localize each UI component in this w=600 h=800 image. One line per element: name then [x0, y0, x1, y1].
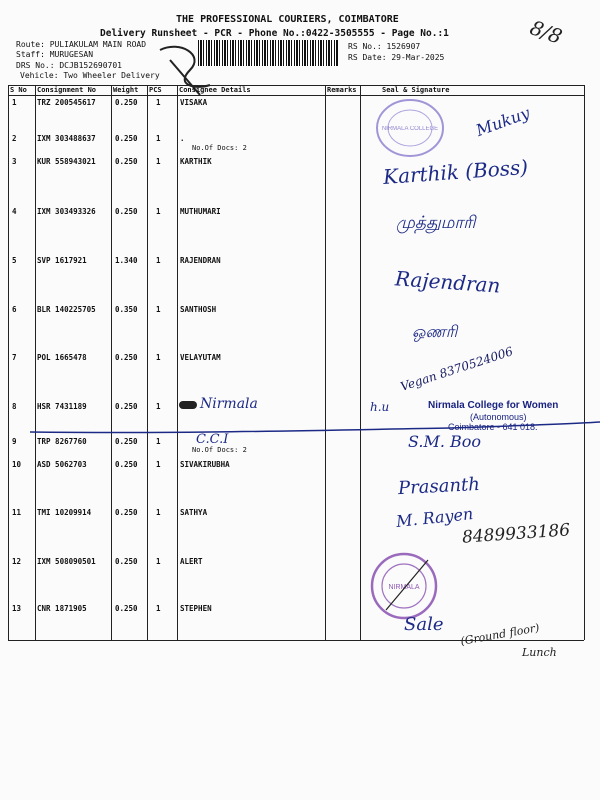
- row-7-cons: POL 1665478: [37, 353, 87, 362]
- row-12-weight: 0.250: [115, 557, 138, 566]
- row-2-cons: IXM 303488637: [37, 134, 96, 143]
- row-2-pcs: 1: [156, 134, 161, 143]
- nirmala-stamp-line1: Nirmala College for Women: [428, 400, 559, 411]
- corner-mark: 8/8: [526, 15, 566, 49]
- row-13-weight: 0.250: [115, 604, 138, 613]
- row-11-weight: 0.250: [115, 508, 138, 517]
- row-10-weight: 0.250: [115, 460, 138, 469]
- row-5-cons: SVP 1617921: [37, 256, 87, 265]
- vehicle: Vehicle: Two Wheeler Delivery: [20, 71, 160, 80]
- sig-row-13: Sale: [404, 614, 444, 635]
- seal-2-text: NIRMALA: [388, 584, 420, 591]
- row-1-cons: TRZ 200545617: [37, 98, 96, 107]
- col-consignee: Consignee Details: [179, 86, 251, 94]
- row-9-weight: 0.250: [115, 437, 138, 446]
- sig-row-1: Mukuy: [473, 103, 533, 140]
- row-3-pcs: 1: [156, 157, 161, 166]
- row-12-sno: 12: [12, 557, 22, 566]
- row-3-sno: 3: [12, 157, 17, 166]
- row-6-weight: 0.350: [115, 305, 138, 314]
- nirmala-stamp-line2: (Autonomous): [470, 412, 527, 422]
- row-1-consignee: VISAKA: [180, 98, 208, 107]
- row-6-consignee: SANTHOSH: [180, 305, 217, 314]
- sig-row-5: Rajendran: [394, 266, 502, 298]
- row-12-cons: IXM 508090501: [37, 557, 96, 566]
- sig-row-10: Prasanth: [397, 473, 481, 500]
- row-3-weight: 0.250: [115, 157, 138, 166]
- row-2-docs: No.Of Docs: 2: [192, 144, 247, 152]
- row-7-sno: 7: [12, 353, 17, 362]
- seal-1-text: NIRMALA COLLEGE: [381, 126, 439, 132]
- company-title: THE PROFESSIONAL COURIERS, COIMBATORE: [176, 14, 399, 25]
- runsheet-subtitle: Delivery Runsheet - PCR - Phone No.:0422-3505555 - Page No.:1: [100, 28, 449, 39]
- row-2-consignee: .: [180, 134, 185, 143]
- row-11-consignee: SATHYA: [180, 508, 208, 517]
- row-6-sno: 6: [12, 305, 17, 314]
- nirmala-stamp-line3: Coimbatore - 641 018.: [448, 422, 538, 432]
- sig-row-3: Karthik (Boss): [382, 154, 529, 190]
- row-9-pcs: 1: [156, 437, 161, 446]
- row-5-weight: 1.340: [115, 256, 138, 265]
- row-9-handwritten-name: C.C.I: [196, 432, 229, 447]
- row-11-pcs: 1: [156, 508, 161, 517]
- sig-row-13-note: (Ground floor): [459, 621, 541, 648]
- sig-row-7: Vegan 8370524006: [398, 344, 515, 394]
- row-11-sno: 11: [12, 508, 22, 517]
- row-5-consignee: RAJENDRAN: [180, 256, 221, 265]
- row-7-pcs: 1: [156, 353, 161, 362]
- row-3-cons: KUR 558943021: [37, 157, 96, 166]
- row-8-pcs: 1: [156, 402, 161, 411]
- sig-row-9: S.M. Boo: [408, 432, 482, 451]
- row-9-sno: 9: [12, 437, 17, 446]
- route: Route: PULIAKULAM MAIN ROAD: [16, 40, 147, 49]
- row-10-cons: ASD 5062703: [37, 460, 87, 469]
- drs-number: DRS No.: DCJB152690701: [16, 61, 122, 70]
- row-2-sno: 2: [12, 134, 17, 143]
- row-6-cons: BLR 140225705: [37, 305, 96, 314]
- col-seal: Seal & Signature: [382, 86, 450, 94]
- row-8-sno: 8: [12, 402, 17, 411]
- row-3-consignee: KARTHIK: [180, 157, 212, 166]
- row-8-handwritten-name: Nirmala: [200, 396, 258, 412]
- row-8-weight: 0.250: [115, 402, 138, 411]
- row-10-sno: 10: [12, 460, 22, 469]
- sig-row-13-note2: Lunch: [522, 646, 557, 659]
- row-8-scribble: [179, 401, 197, 409]
- row-4-cons: IXM 303493326: [37, 207, 96, 216]
- row-1-pcs: 1: [156, 98, 161, 107]
- college-seal-1: [374, 97, 446, 159]
- col-consignment: Consignment No: [37, 86, 97, 94]
- college-seal-2: [368, 550, 440, 622]
- row-4-consignee: MUTHUMARI: [180, 207, 221, 216]
- row-4-sno: 4: [12, 207, 17, 216]
- row-12-consignee: ALERT: [180, 557, 203, 566]
- col-remarks: Remarks: [327, 86, 357, 94]
- row-8-initials: h.u: [370, 400, 390, 414]
- row-4-pcs: 1: [156, 207, 161, 216]
- staff: Staff: MURUGESAN: [16, 50, 94, 59]
- row-6-pcs: 1: [156, 305, 161, 314]
- rs-number: RS No.: 1526907: [348, 42, 421, 51]
- row-12-pcs: 1: [156, 557, 161, 566]
- sig-row-4: முத்துமாரி: [396, 213, 476, 233]
- row-1-weight: 0.250: [115, 98, 138, 107]
- row-1-sno: 1: [12, 98, 17, 107]
- rs-date: RS Date: 29-Mar-2025: [348, 53, 445, 62]
- col-pcs: PCS: [149, 86, 162, 94]
- row-13-sno: 13: [12, 604, 22, 613]
- row-8-cons: HSR 7431189: [37, 402, 87, 411]
- row-13-cons: CNR 1871905: [37, 604, 87, 613]
- row-10-consignee: SIVAKIRUBHA: [180, 460, 230, 469]
- row-9-docs: No.Of Docs: 2: [192, 446, 247, 454]
- row-9-cons: TRP 8267760: [37, 437, 87, 446]
- row-13-pcs: 1: [156, 604, 161, 613]
- sig-row-11-name: M. Rayen: [395, 504, 475, 531]
- row-11-cons: TMI 10209914: [37, 508, 92, 517]
- sig-row-6: ஒணரி: [412, 322, 458, 341]
- row-5-pcs: 1: [156, 256, 161, 265]
- row-7-consignee: VELAYUTAM: [180, 353, 221, 362]
- row-10-pcs: 1: [156, 460, 161, 469]
- row-7-weight: 0.250: [115, 353, 138, 362]
- row-5-sno: 5: [12, 256, 17, 265]
- col-weight: Weight: [113, 86, 139, 94]
- col-sno: S No: [10, 86, 27, 94]
- row-8-strike-line: [30, 420, 600, 440]
- row-2-weight: 0.250: [115, 134, 138, 143]
- sig-row-11-phone: 8489933186: [461, 520, 571, 548]
- row-4-weight: 0.250: [115, 207, 138, 216]
- row-13-consignee: STEPHEN: [180, 604, 212, 613]
